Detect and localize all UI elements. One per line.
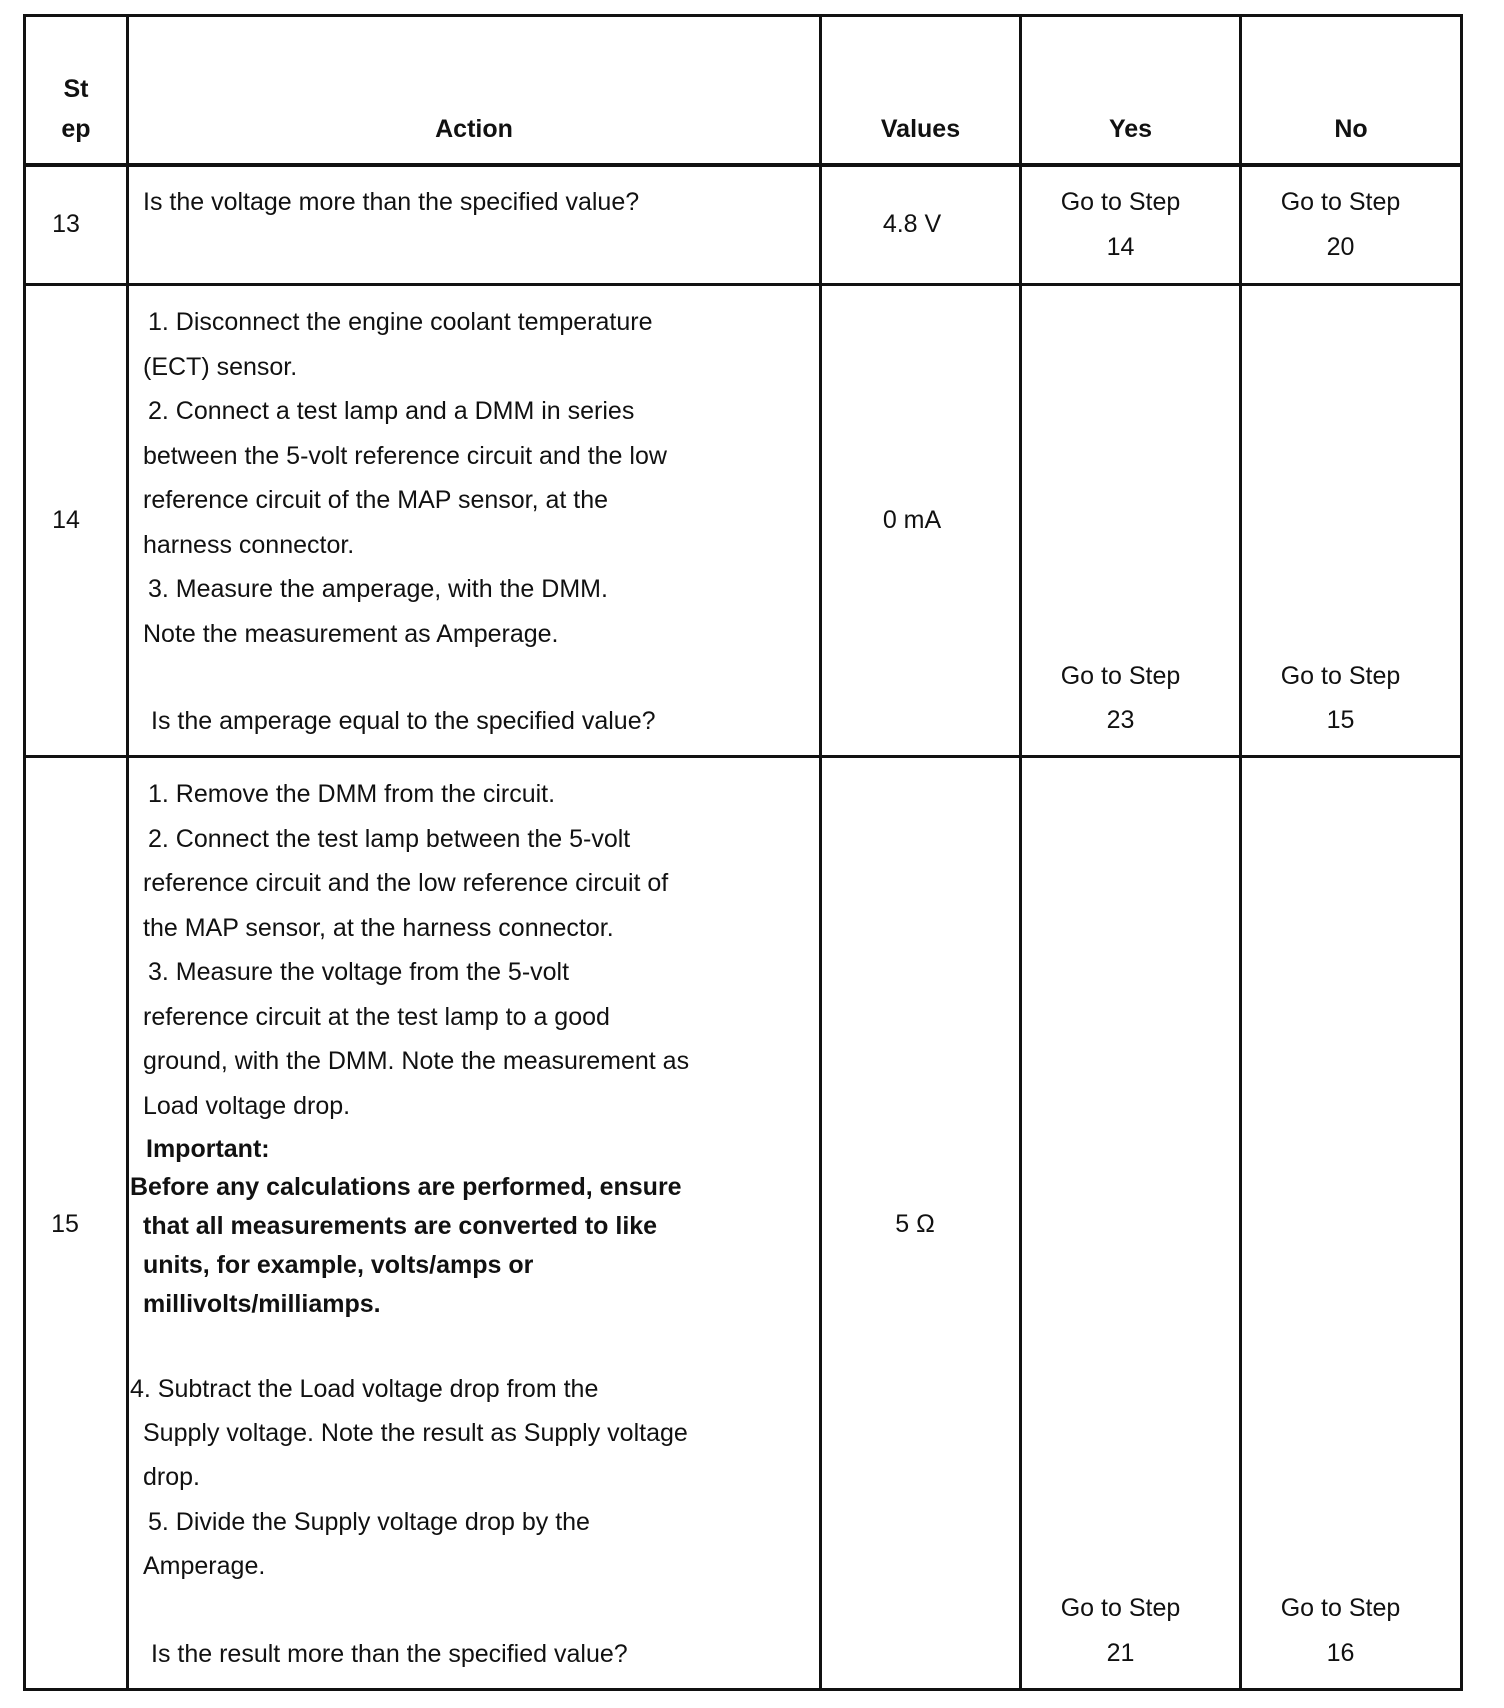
yes-goto-label: Go to Step (1060, 662, 1181, 690)
important-note-line: Before any calculations are performed, ensure (130, 1173, 682, 1201)
yes-goto-step: 21 (1106, 1639, 1135, 1667)
action-line: Note the measurement as Amperage. (143, 620, 559, 648)
table-right-border (1460, 14, 1463, 1691)
action-line: the MAP sensor, at the harness connector. (143, 914, 614, 942)
no-goto-label: Go to Step (1280, 1594, 1401, 1622)
action-line: ground, with the DMM. Note the measurement as (143, 1047, 690, 1075)
spec-value: 5 Ω (895, 1210, 935, 1238)
header-action: Action (435, 115, 513, 143)
action-line: reference circuit and the low reference circuit of (143, 869, 669, 897)
row-divider (23, 283, 1463, 286)
action-line: 1. Remove the DMM from the circuit. (148, 780, 556, 808)
action-question: Is the result more than the specified value? (151, 1640, 628, 1668)
action-question: Is the amperage equal to the specified value? (151, 707, 656, 735)
action-line: reference circuit at the test lamp to a good (143, 1003, 610, 1031)
header-values: Values (880, 115, 961, 143)
yes-goto-label: Go to Step (1060, 1594, 1181, 1622)
column-divider (126, 14, 129, 1691)
action-line: Load voltage drop. (143, 1092, 351, 1120)
action-line: 1. Disconnect the engine coolant temperature (148, 308, 653, 336)
table-left-border (23, 14, 26, 1691)
action-line: harness connector. (143, 531, 355, 559)
yes-goto-step: 23 (1106, 706, 1135, 734)
no-goto-label: Go to Step (1280, 662, 1401, 690)
important-label: Important: (146, 1135, 270, 1163)
action-line: 2. Connect a test lamp and a DMM in series (148, 397, 635, 425)
important-note-line: units, for example, volts/amps or (143, 1251, 534, 1279)
column-divider (819, 14, 822, 1691)
header-yes: Yes (1108, 115, 1153, 143)
no-goto-step: 16 (1326, 1639, 1355, 1667)
no-goto-step: 20 (1326, 233, 1355, 261)
action-line: Supply voltage. Note the result as Supply voltage (143, 1419, 688, 1447)
step-number: 14 (52, 506, 80, 534)
header-divider (23, 163, 1463, 167)
important-note-line: millivolts/milliamps. (143, 1290, 381, 1318)
no-goto-label: Go to Step (1280, 188, 1401, 216)
action-line: 3. Measure the voltage from the 5-volt (148, 958, 570, 986)
yes-goto-step: 14 (1106, 233, 1135, 261)
action-line: reference circuit of the MAP sensor, at the (143, 486, 609, 514)
no-goto-step: 15 (1326, 706, 1355, 734)
table-bottom-border (23, 1688, 1463, 1691)
step-number: 15 (51, 1210, 79, 1238)
action-line: 4. Subtract the Load voltage drop from the (130, 1375, 599, 1403)
table-top-border (23, 14, 1463, 17)
step-number: 13 (52, 210, 80, 238)
action-line: between the 5-volt reference circuit and the low (143, 442, 667, 470)
header-step-line1: St (63, 75, 89, 103)
spec-value: 0 mA (882, 506, 942, 534)
spec-value: 4.8 V (882, 210, 942, 238)
yes-goto-label: Go to Step (1060, 188, 1181, 216)
action-line: drop. (143, 1463, 200, 1491)
action-line: 5. Divide the Supply voltage drop by the (148, 1508, 590, 1536)
action-line: 2. Connect the test lamp between the 5-volt (148, 825, 631, 853)
action-line: (ECT) sensor. (143, 353, 298, 381)
important-note-line: that all measurements are converted to like (143, 1212, 658, 1240)
header-no: No (1334, 115, 1368, 143)
action-line: Amperage. (143, 1552, 266, 1580)
header-step-line2: ep (61, 115, 91, 143)
action-line: 3. Measure the amperage, with the DMM. (148, 575, 608, 603)
action-line: Is the voltage more than the specified value? (143, 188, 640, 216)
row-divider (23, 755, 1463, 758)
